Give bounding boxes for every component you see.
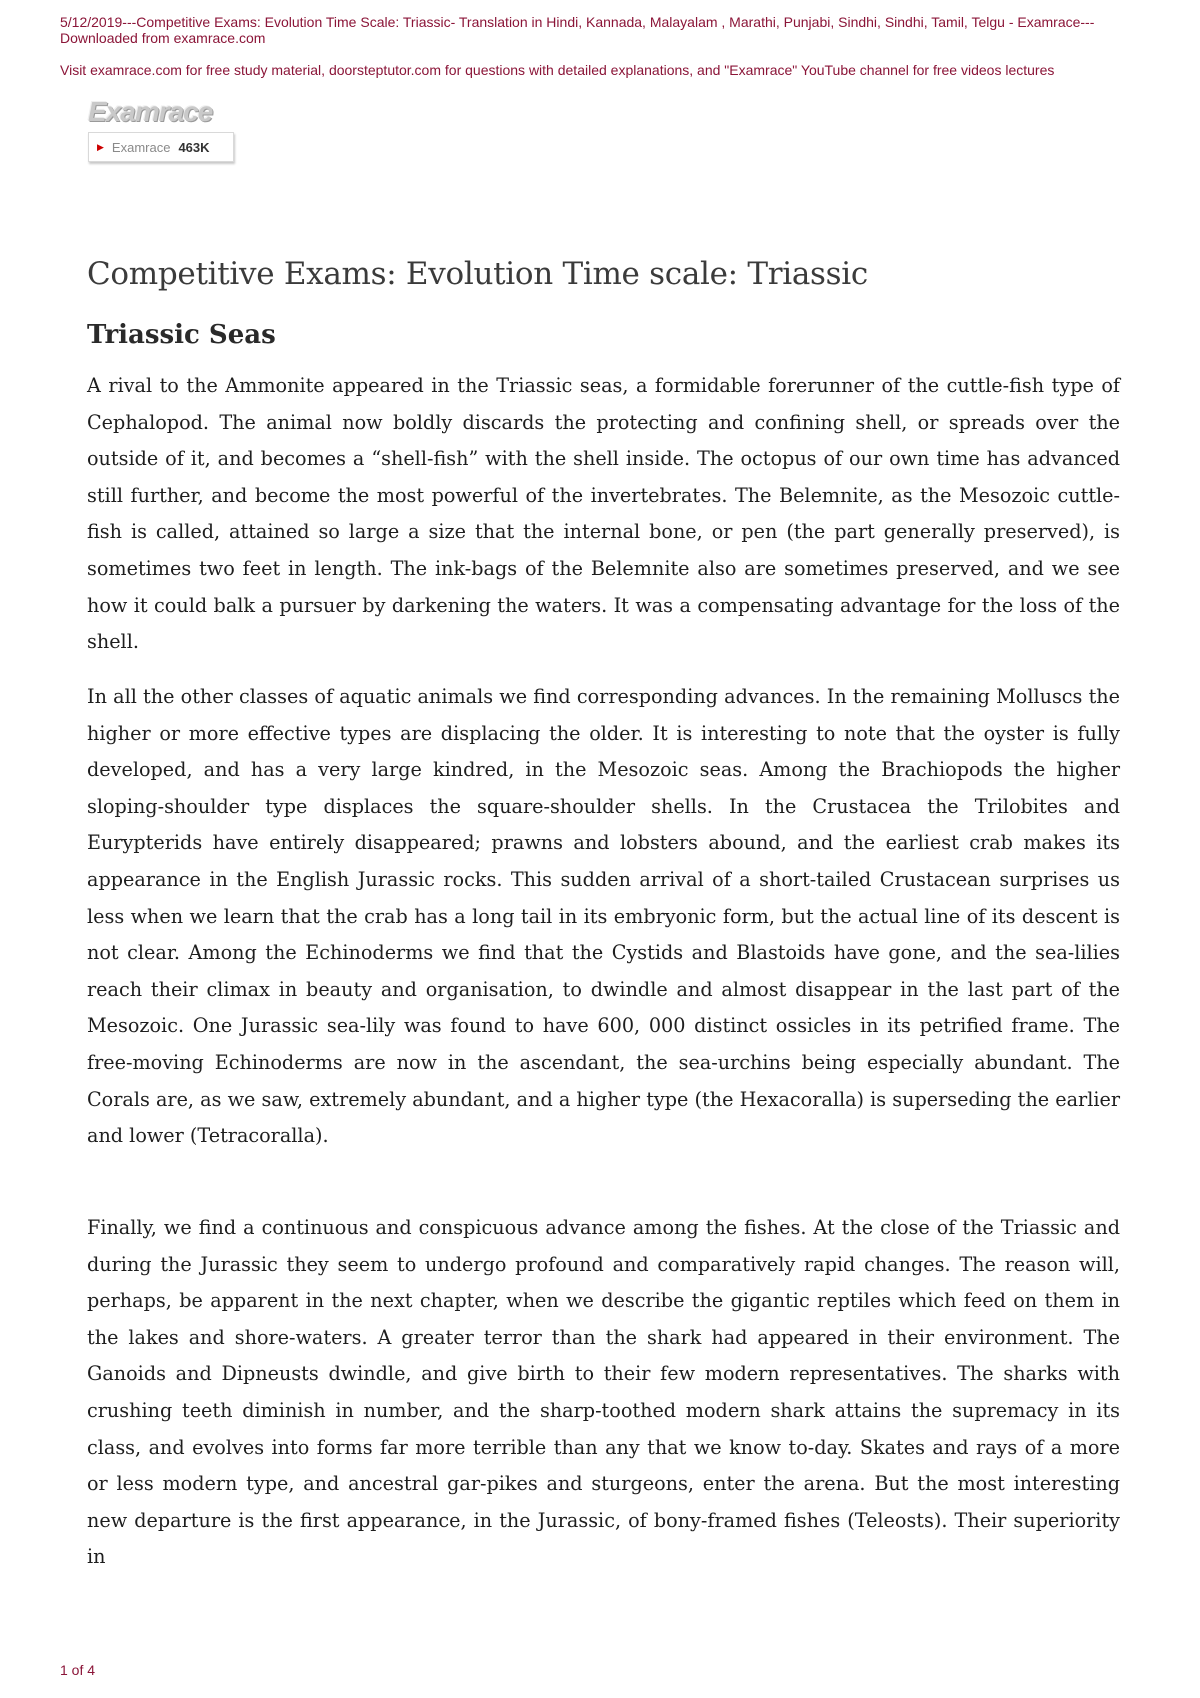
subscriber-count: 463K — [178, 139, 210, 155]
section-title: Triassic Seas — [87, 320, 276, 350]
paragraph: A rival to the Ammonite appeared in the Triassic seas, a formidable forerunner of the cuttle-fish type of Cephalopod. The animal now boldly discards the protecting and confining shell, or spreads over the outside of it, and becomes a “shell-fish” with the shell inside. The octopus of our own time has advanced still further, and become the most powerful of the invertebrates. The Belemnite, as the Mesozoic cuttle-fish is called, attained so large a size that the internal bone, or pen (the part generally preserved), is sometimes two feet in length. The ink-bags of the Belemnite also are sometimes preserved, and we see how it could balk a pursuer by darkening the waters. It was a compensating advantage for the loss of the shell. — [87, 374, 1120, 654]
play-icon: ▶ — [97, 141, 104, 152]
promo-line[interactable]: Visit examrace.com for free study material, doorsteptutor.com for questions with detailed explanations, and "Examrace" YouTube channel for free videos lectures — [60, 62, 1055, 78]
page-title: Competitive Exams: Evolution Time scale: Triassic — [87, 256, 868, 292]
channel-name: Examrace — [111, 139, 171, 155]
examrace-logo[interactable]: Examrace — [88, 96, 213, 127]
page-number: 1 of 4 — [60, 1662, 96, 1678]
youtube-subscribe-button[interactable] — [88, 132, 234, 162]
pdf-header-line: 5/12/2019---Competitive Exams: Evolution Time Scale: Triassic- Translation in Hindi, Kannada, Malayalam , Marathi, Punjabi, Sindhi, Sindhi, Tamil, Telgu - Examrace---Downloaded from examrace.com — [60, 14, 1095, 46]
examrace-logo-widget — [86, 96, 236, 168]
paragraph: Finally, we find a continuous and conspicuous advance among the fishes. At the close of the Triassic and during the Jurassic they seem to undergo profound and comparatively rapid changes. The reason will, perhaps, be apparent in the next chapter, when we describe the gigantic reptiles which feed on them in the lakes and shore-waters. A greater terror than the shark had appeared in their environment. The Ganoids and Dipneusts dwindle, and give birth to their few modern representatives. The sharks with crushing teeth diminish in number, and the sharp-toothed modern shark attains the supremacy in its class, and evolves into forms far more terrible than any that we know to-day. Skates and rays of a more or less modern type, and ancestral gar-pikes and sturgeons, enter the arena. But the most interesting new departure is the first appearance, in the Jurassic, of bony-framed fishes (Teleosts). Their superiority in — [87, 1216, 1120, 1569]
paragraph: In all the other classes of aquatic animals we find corresponding advances. In the remaining Molluscs the higher or more effective types are displacing the older. It is interesting to note that the oyster is fully developed, and has a very large kindred, in the Mesozoic seas. Among the Brachiopods the higher sloping-shoulder type displaces the square-shoulder shells. In the Crustacea the Trilobites and Eurypterids have entirely disappeared; prawns and lobsters abound, and the earliest crab makes its appearance in the English Jurassic rocks. This sudden arrival of a short-tailed Crustacean surprises us less when we learn that the crab has a long tail in its embryonic form, but the actual line of its descent is not clear. Among the Echinoderms we find that the Cystids and Blastoids have gone, and the sea-lilies reach their climax in beauty and organisation, to dwindle and almost disappear in the last part of the Mesozoic. One Jurassic sea-lily was found to have 600, 000 distinct ossicles in its petrified frame. The free-moving Echinoderms are now in the ascendant, the sea-urchins being especially abundant. The Corals are, as we saw, extremely abundant, and a higher type (the Hexacoralla) is superseding the earlier and lower (Tetracoralla). — [87, 685, 1120, 1148]
